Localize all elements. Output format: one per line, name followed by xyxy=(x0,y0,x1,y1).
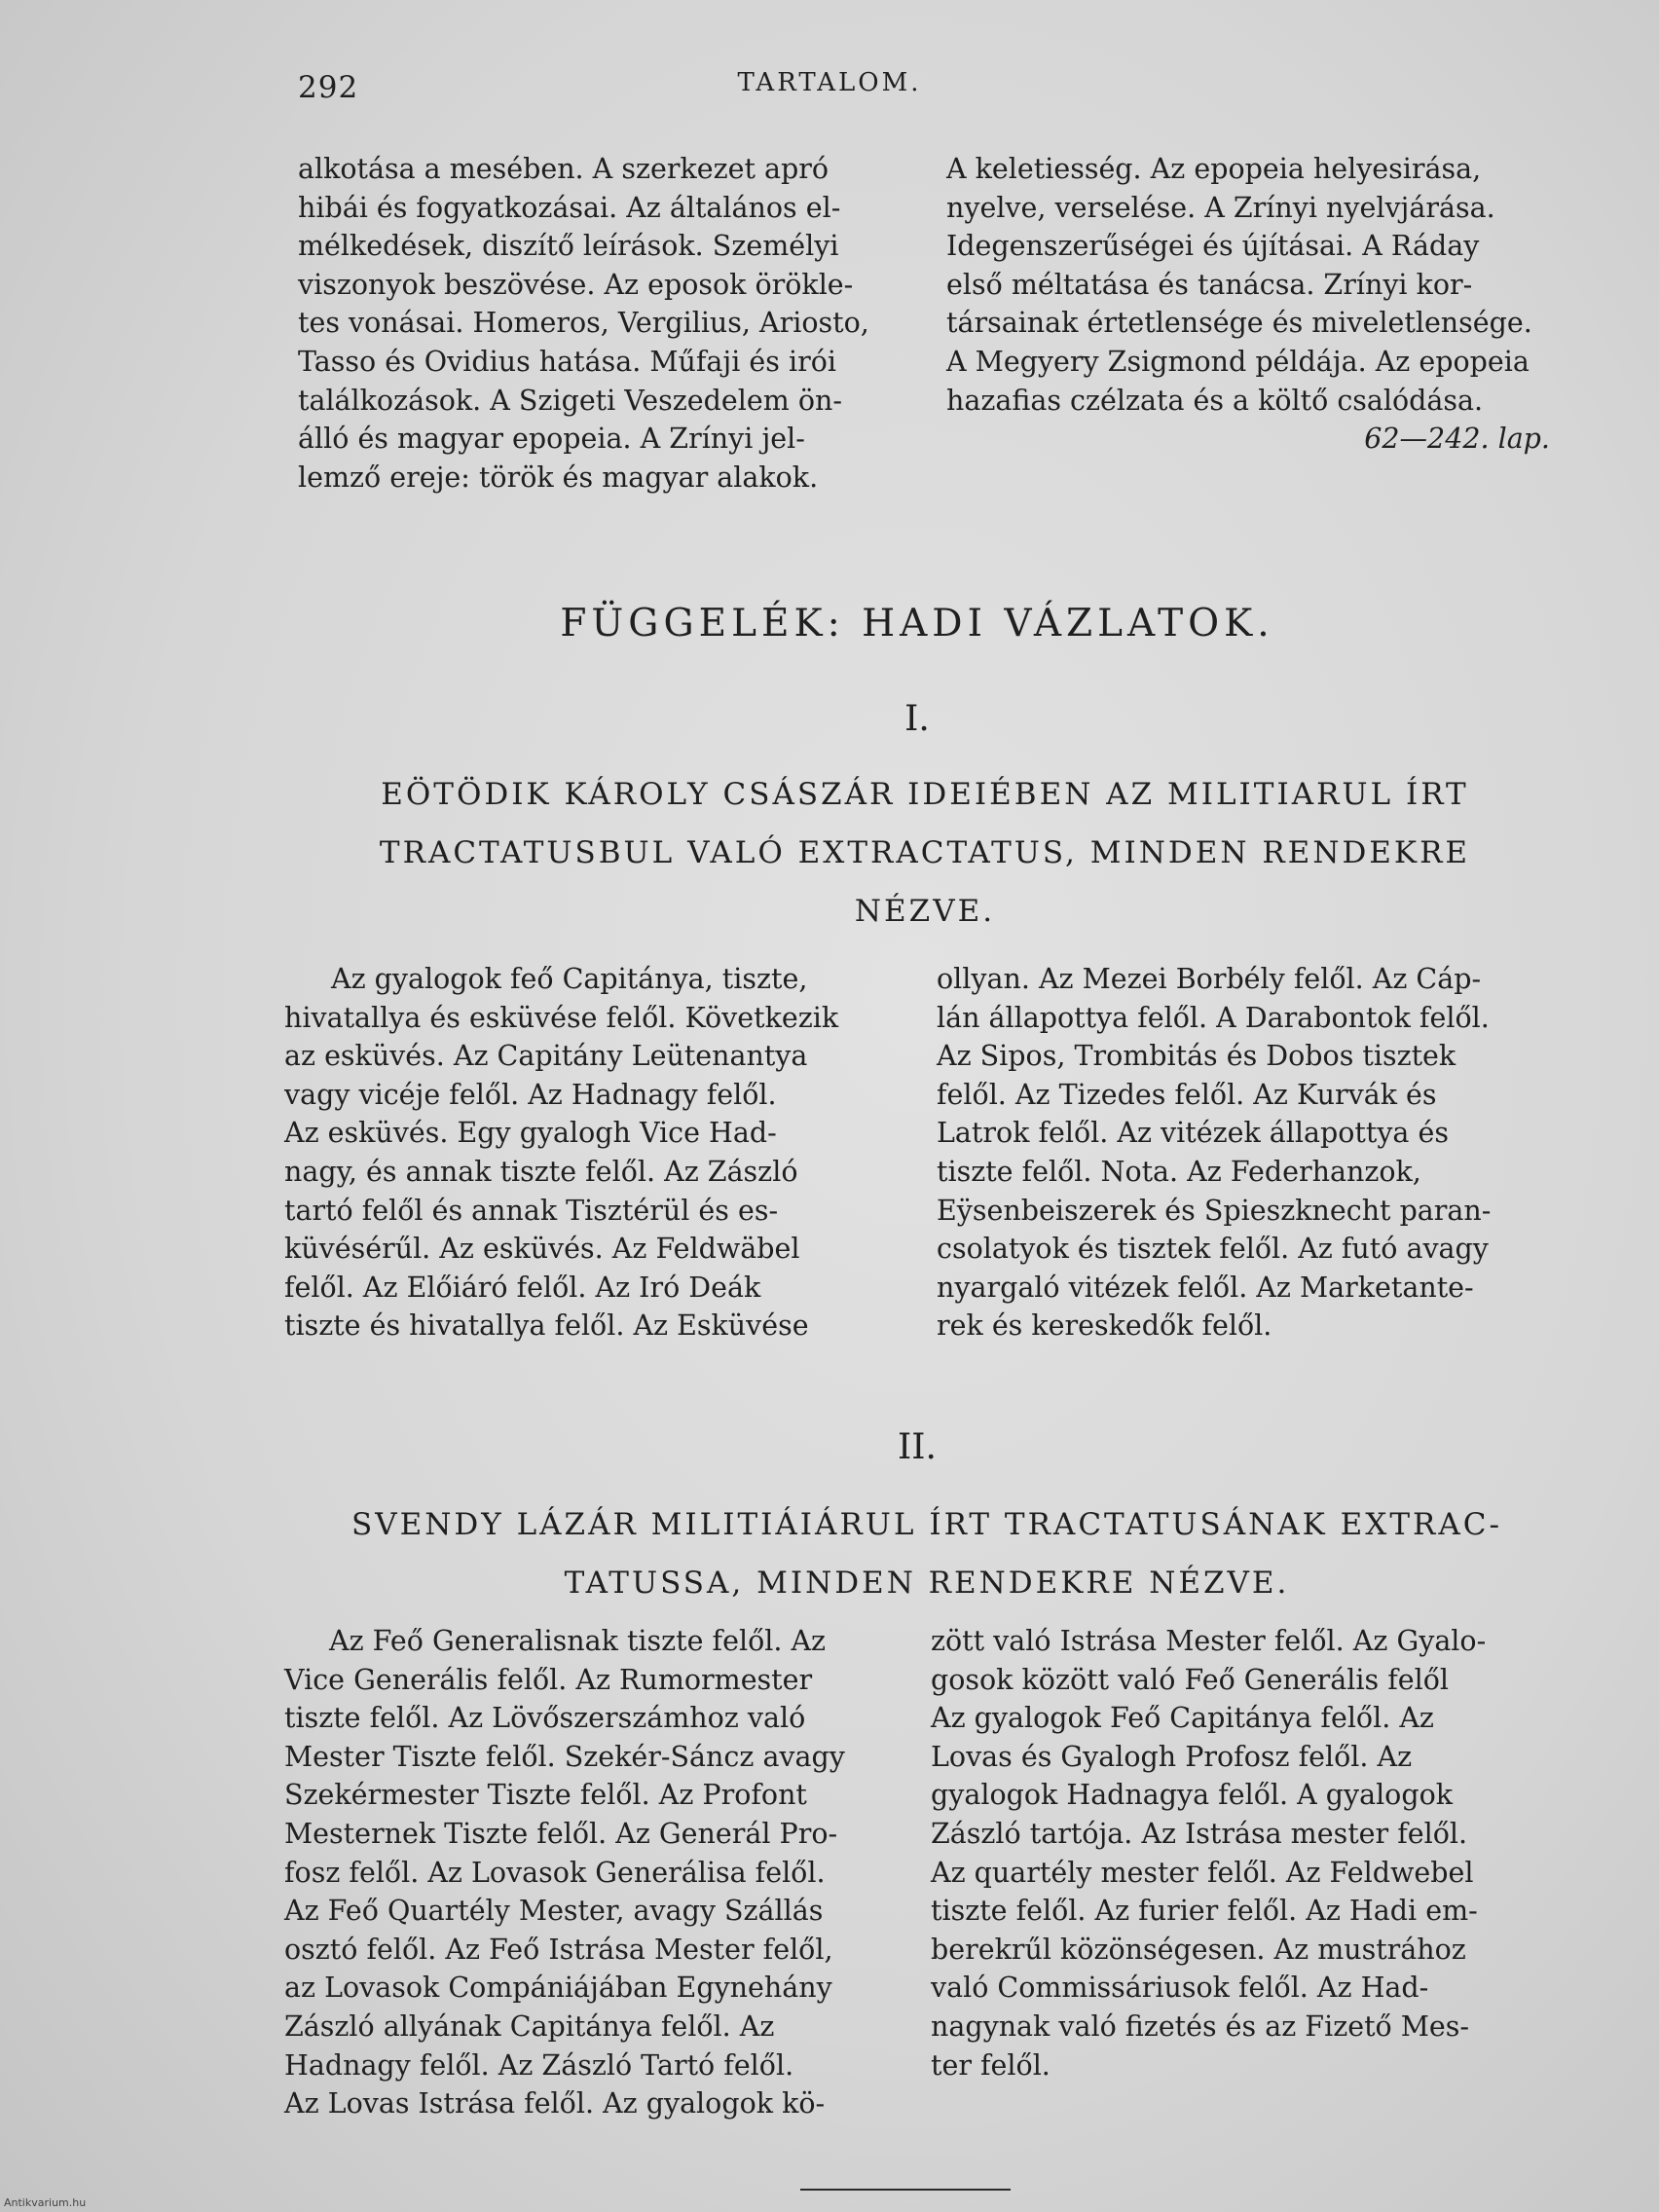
text-line: nagynak való fizetés és az Fizető Mes- xyxy=(931,2009,1470,2043)
text-line: Az gyalogok feő Capitánya, tiszte, xyxy=(331,963,808,995)
section-title-line: EÖTÖDIK KÁROLY CSÁSZÁR IDEIÉBEN AZ MILITIARUL ÍRT xyxy=(381,777,1469,812)
text-line: Idegenszerűségei és újításai. A Ráday xyxy=(946,230,1480,263)
text-line: tiszte felől. Az Lövőszerszámhoz való xyxy=(284,1702,806,1735)
text-line: tiszte felől. Az furier felől. Az Hadi em- xyxy=(931,1895,1478,1928)
text-line: tiszte felől. Nota. Az Federhanzok, xyxy=(937,1155,1421,1188)
text-line: való Commissáriusok felől. Az Had- xyxy=(931,1972,1429,2005)
watermark: Antikvarium.hu xyxy=(4,2196,87,2209)
text-line: az esküvés. Az Capitány Leütenantya xyxy=(284,1040,808,1073)
text-line: mélkedések, diszítő leírások. Személyi xyxy=(298,230,839,263)
text-line: A keletiesség. Az epopeia helyesirása, xyxy=(946,153,1482,185)
text-line: hazafias czélzata és a költő csalódása. xyxy=(946,384,1484,417)
text-line: álló és magyar epopeia. A Zrínyi jel- xyxy=(298,423,805,456)
section-1-left-column xyxy=(284,960,888,1346)
footer-rule xyxy=(800,2189,1011,2191)
text-line: hivatallya és esküvése felől. Következik xyxy=(284,1001,839,1034)
text-line: találkozások. A Szigeti Veszedelem ön- xyxy=(298,384,842,417)
text-line: Az esküvés. Egy gyalogh Vice Had- xyxy=(284,1117,777,1150)
text-line: Lovas és Gyalogh Profosz felől. Az xyxy=(931,1740,1413,1773)
section-1-title xyxy=(292,765,1558,940)
text-line: Az quartély mester felől. Az Feldwebel xyxy=(931,1856,1474,1889)
section-title-line: SVENDY LÁZÁR MILITIÁIÁRUL ÍRT TRACTATUSÁNAK EXTRAC- xyxy=(351,1507,1502,1542)
text-line: ter felől. xyxy=(931,2048,1051,2082)
top-right-column xyxy=(946,150,1550,459)
text-line: nyargaló vitézek felől. Az Marketante- xyxy=(937,1271,1474,1304)
text-line: viszonyok beszövése. Az eposok örökle- xyxy=(298,268,854,301)
text-line: Mester Tiszte felől. Szekér-Sáncz avagy xyxy=(284,1740,845,1773)
text-line: vagy vicéje felől. Az Hadnagy felől. xyxy=(284,1078,777,1111)
text-line: A Megyery Zsigmond példája. Az epopeia xyxy=(946,345,1530,378)
text-line: alkotása a mesében. A szerkezet apró xyxy=(298,153,829,185)
text-line: tes vonásai. Homeros, Vergilius, Ariosto, xyxy=(298,307,869,340)
section-2-title xyxy=(253,1495,1601,1612)
text-line: csolatyok és tisztek felől. Az futó avagy xyxy=(937,1233,1489,1266)
top-left-column xyxy=(298,150,892,497)
text-line: lán állapottya felől. A Darabontok felől. xyxy=(937,1001,1490,1034)
text-line: gyalogok Hadnagya felől. A gyalogok xyxy=(931,1779,1454,1812)
text-line: Mesternek Tiszte felől. Az Generál Pro- xyxy=(284,1817,838,1850)
text-line: Szekérmester Tiszte felől. Az Profont xyxy=(284,1779,807,1812)
text-line: tiszte és hivatallya felől. Az Esküvése xyxy=(284,1309,809,1343)
text-line: Az Sipos, Trombitás és Dobos tisztek xyxy=(937,1040,1456,1073)
text-line: Tasso és Ovidius hatása. Műfaji és irói xyxy=(298,345,836,378)
text-line: gosok között való Feő Generális felől xyxy=(931,1663,1449,1696)
text-line: Eÿsenbeiszerek és Spieszknecht paran- xyxy=(937,1194,1492,1227)
text-line: Az Lovas Istrása felől. Az gyalogok kö- xyxy=(284,2087,826,2120)
section-1-right-column xyxy=(937,960,1550,1346)
text-line: fosz felől. Az Lovasok Generálisa felől. xyxy=(284,1856,826,1889)
section-2-numeral: II. xyxy=(898,1427,937,1467)
page-number: 292 xyxy=(298,70,359,105)
text-line: ollyan. Az Mezei Borbély felől. Az Cáp- xyxy=(937,963,1482,995)
text-line: küvésérűl. Az esküvés. Az Feldwäbel xyxy=(284,1233,800,1266)
text-line: Zászló tartója. Az Istrása mester felől. xyxy=(931,1817,1468,1850)
text-line: első méltatása és tanácsa. Zrínyi kor- xyxy=(946,268,1473,301)
text-line: Az Feő Generalisnak tiszte felől. Az xyxy=(329,1625,827,1657)
section-title-line: NÉZVE. xyxy=(854,894,996,929)
text-line: Vice Generális felől. Az Rumormester xyxy=(284,1663,813,1696)
text-line: felől. Az Előiáró felől. Az Iró Deák xyxy=(284,1271,761,1304)
text-line: felől. Az Tizedes felől. Az Kurvák és xyxy=(937,1078,1437,1111)
text-line: zött való Istrása Mester felől. Az Gyalo- xyxy=(931,1625,1487,1657)
text-line: nyelve, verselése. A Zrínyi nyelvjárása. xyxy=(946,191,1495,224)
text-line: lemző ereje: török és magyar alakok. xyxy=(298,461,819,494)
text-line: Az Feő Quartély Mester, avagy Szállás xyxy=(284,1895,824,1928)
text-line: nagy, és annak tiszte felől. Az Zászló xyxy=(284,1155,798,1188)
section-2-right-column xyxy=(931,1622,1544,2084)
text-line: osztó felől. Az Feő Istrása Mester felől, xyxy=(284,1933,833,1966)
appendix-heading: FÜGGELÉK: HADI VÁZLATOK. xyxy=(560,602,1274,645)
section-2-left-column xyxy=(284,1622,878,2123)
text-line: Hadnagy felől. Az Zászló Tartó felől. xyxy=(284,2048,794,2082)
page-range: 62—242. lap. xyxy=(1364,423,1550,456)
section-title-line: TATUSSA, MINDEN RENDEKRE NÉZVE. xyxy=(564,1566,1290,1601)
running-title: TARTALOM. xyxy=(737,68,922,97)
text-line: rek és kereskedők felől. xyxy=(937,1309,1272,1343)
text-line: tartó felől és annak Tisztérül és es- xyxy=(284,1194,779,1227)
text-line: berekrűl közönségesen. Az mustrához xyxy=(931,1933,1466,1966)
text-line: Az gyalogok Feő Capitánya felől. Az xyxy=(931,1702,1434,1735)
text-line: társainak értetlensége és miveletlensége. xyxy=(946,307,1532,340)
text-line: az Lovasok Compániájában Egynehány xyxy=(284,1972,832,2005)
section-title-line: TRACTATUSBUL VALÓ EXTRACTATUS, MINDEN RENDEKRE xyxy=(379,835,1471,870)
text-line: Zászló allyának Capitánya felől. Az xyxy=(284,2009,775,2043)
text-line: hibái és fogyatkozásai. Az általános el- xyxy=(298,191,841,224)
section-1-numeral: I. xyxy=(904,699,930,739)
text-line: Latrok felől. Az vitézek állapottya és xyxy=(937,1117,1449,1150)
